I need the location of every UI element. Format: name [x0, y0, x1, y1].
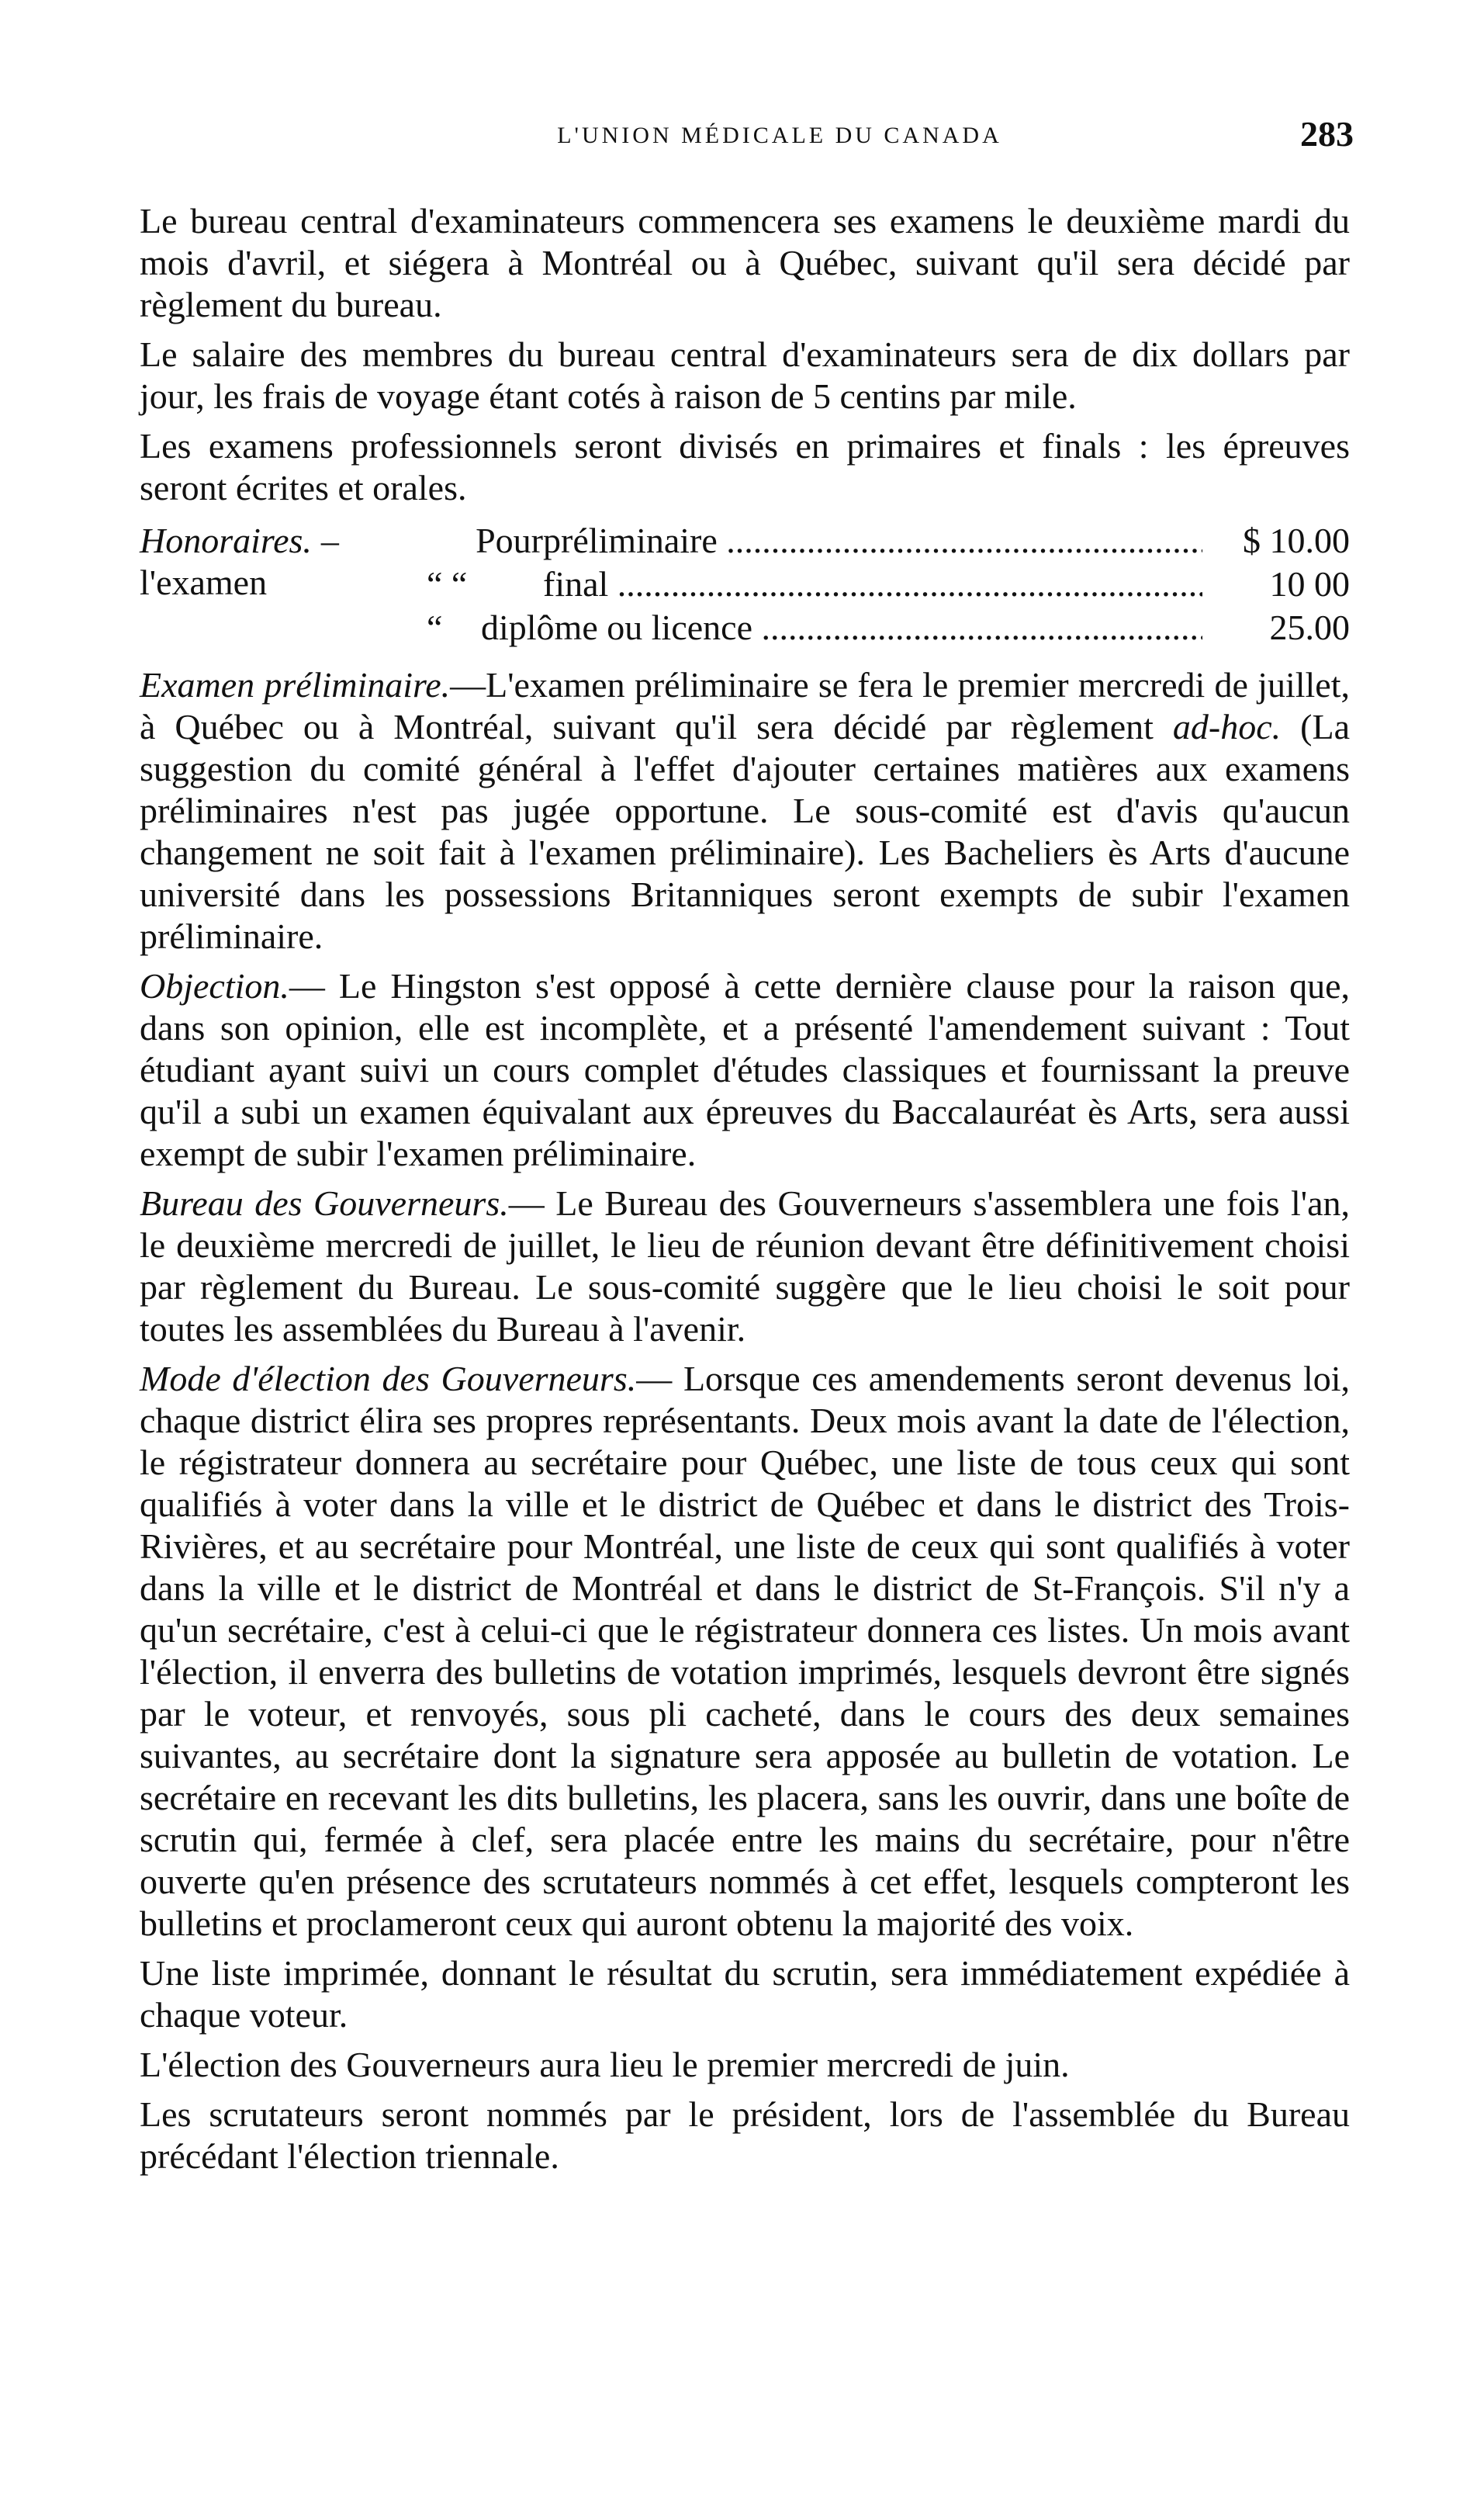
- section-text: —L'examen préliminaire se fera le premier mercredi de juillet, à Québec ou à Montréal, suivant qu'il sera décidé par règlement: [140, 665, 1350, 746]
- paragraph-salaire: Le salaire des membres du bureau central d'examinateurs sera de dix dollars par jour, les frais de voyage étant cotés à raison de 5 centins par mile.: [140, 334, 1350, 416]
- paragraph-bureau: [140, 1183, 1350, 1350]
- fees-table: [140, 520, 1350, 650]
- paragraph-examinateurs: Le bureau central d'examinateurs commencera ses examens le deuxième mardi du mois d'avril, et siégera à Montréal ou à Québec, suivant qu'il sera décidé par règlement du bureau.: [140, 201, 1350, 324]
- fee-amount: 25.00: [1269, 608, 1350, 647]
- section-heading: Examen préliminaire.: [140, 665, 451, 705]
- fee-row: [140, 607, 1350, 650]
- paragraph-examen-preliminaire: [140, 664, 1350, 958]
- section-heading: Bureau des Gouverneurs.: [140, 1183, 509, 1223]
- section-text: — Le Hingston s'est opposé à cette dernière clause pour la raison que, dans son opinion, elle est incomplète, et a présenté l'amendement suivant : Tout étudiant ayant suivi un cours complet d'études classiques et fournissant la preuve qu'il a subi un examen équivalant aux épreuves du Baccalauréat ès Arts, sera aussi exempt de subir l'examen préliminaire.: [140, 966, 1350, 1173]
- fee-row: [140, 563, 1350, 607]
- paragraph-objection: [140, 965, 1350, 1175]
- page-number: 283: [1300, 114, 1354, 154]
- paragraph-examens: Les examens professionnels seront divisés en primaires et finals : les épreuves seront écrites et orales.: [140, 426, 1350, 507]
- paragraph-mode-election: [140, 1358, 1350, 1945]
- section-text: — Lorsque ces amendements seront devenus loi, chaque district élira ses propres représentants. Deux mois avant la date de l'élection, le régistrateur donnera au secrétaire pour Québec, une liste de tous ceux qui sont qualifiés à voter dans la ville et le district de Québec et dans le district des Trois-Rivières, et au secrétaire pour Montréal, une liste de ceux qui sont qualifiés à voter dans la ville et le district de Montréal et dans le district de St-François. S'il n'y a qu'un secrétaire, c'est à celui-ci que le régistrateur donnera ces listes. Un mois avant l'élection, il enverra des bulletins de votation imprimés, lesquels devront être signés par le voteur, et renvoyés, sous pli cacheté, dans le cours des deux semaines suivantes, au secrétaire dont la signature sera apposée au bulletin de votation. Le secrétaire en recevant les dits bulletins, les placera, sans les ouvrir, dans une boîte de scrutin qui, fermée à clef, sera placée entre les mains du secrétaire, pour n'être ouverte qu'en présence des scrutateurs nommés à cet effet, lesquels compteront les bulletins et proclameront ceux qui auront obtenu la majorité des voix.: [140, 1359, 1350, 1943]
- fee-name: préliminaire .....: [543, 520, 1202, 562]
- fees-heading: Honoraires.: [140, 521, 312, 560]
- fee-ditto: “ “: [427, 564, 468, 604]
- page-body: [140, 200, 1350, 2185]
- section-text: (La suggestion du comité général à l'effet d'ajouter certaines matières aux examens préliminaires n'est pas jugée opportune. Le sous-comité est d'avis qu'aucun changement ne soit fait à l'examen préliminaire). Les Bacheliers ès Arts d'aucune université dans les possessions Britanniques seront exempts de subir l'examen préliminaire.: [140, 707, 1350, 956]
- paragraph-election-date: L'élection des Gouverneurs aura lieu le premier mercredi de juin.: [140, 2045, 1070, 2084]
- paragraph-scrutateurs: Les scrutateurs seront nommés par le président, lors de l'assemblée du Bureau précédant l'élection triennale.: [140, 2094, 1350, 2176]
- page-header: [136, 114, 1361, 169]
- paragraph-liste-imprimee: Une liste imprimée, donnant le résultat du scrutin, sera immédiatement expédiée à chaque voteur.: [140, 1953, 1350, 2035]
- fee-amount: $ 10.00: [1243, 521, 1350, 560]
- running-title: L'UNION MÉDICALE DU CANADA: [557, 123, 1002, 148]
- fee-name: diplôme ou licence .....: [481, 607, 1202, 649]
- section-text: — Le Bureau des Gouverneurs s'assemblera une fois l'an, le deuxième mercredi de juillet, le lieu de réunion devant être définitivement choisi par règlement du Bureau. Le sous-comité suggère que le lieu choisi le soit pour toutes les assemblées du Bureau à l'avenir.: [140, 1183, 1351, 1349]
- ad-hoc-term: ad-hoc.: [1172, 707, 1282, 746]
- section-heading: Objection.: [140, 966, 289, 1006]
- section-heading: Mode d'élection des Gouverneurs.: [140, 1359, 637, 1398]
- fee-ditto: “: [427, 608, 443, 647]
- fees-intro: – Pour l'examen: [140, 521, 543, 602]
- fee-name: final .....: [543, 563, 1202, 605]
- fee-amount: 10 00: [1269, 564, 1350, 604]
